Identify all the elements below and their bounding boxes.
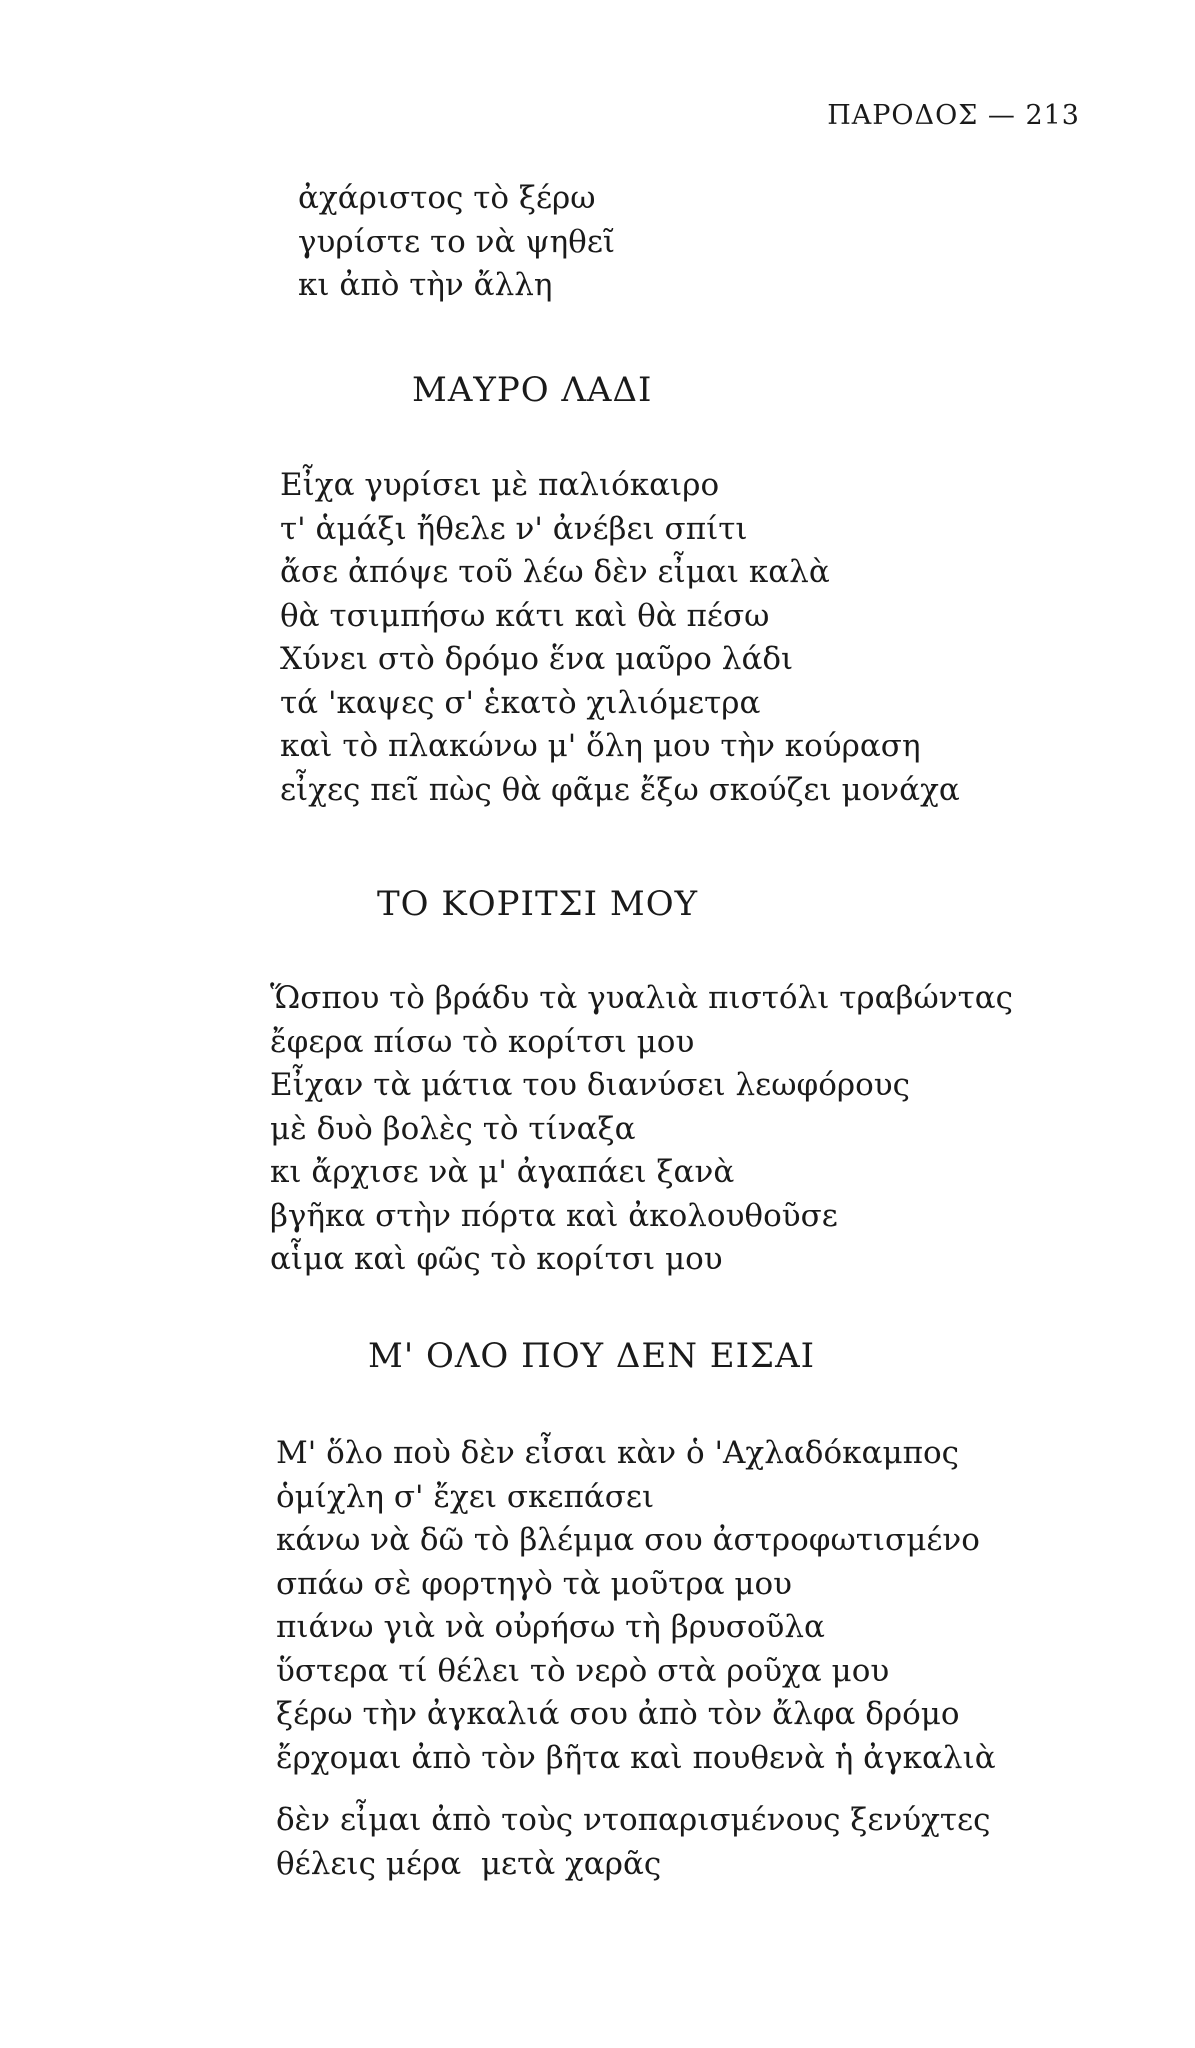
poem-line: τά 'καψες σ' ἑκατὸ χιλιόμετρα [280,684,761,721]
poem-line: πιάνω γιὰ νὰ οὐρήσω τὴ βρυσοῦλα [276,1609,825,1645]
poem-line: αἷμα καὶ φῶς τὸ κορίτσι μου [270,1241,723,1277]
poem-line: καὶ τὸ πλακώνω μ' ὅλη μου τὴν κούραση [280,728,921,764]
poem-line: τ' ἁμάξι ἤθελε ν' ἀνέβει σπίτι [280,510,748,547]
poem-line: κάνω νὰ δῶ τὸ βλέμμα σου ἀστροφωτισμένο [276,1522,980,1558]
poem-line: σπάω σὲ φορτηγὸ τὰ μοῦτρα μου [276,1565,793,1602]
poem-line: ὁμίχλη σ' ἔχει σκεπάσει [276,1478,655,1515]
poem-line: Εἶχαν τὰ μάτια του διανύσει λεωφόρους [270,1067,910,1103]
poem-title-mavro-ladi: ΜΑΥΡΟ ΛΑΔΙ [412,370,653,410]
poem-body-m-olo-pou-den-eisai-stanza-2 [276,1799,990,1886]
poem-title-m-olo-pou-den-eisai: Μ' ΟΛΟ ΠΟΥ ΔΕΝ ΕΙΣΑΙ [368,1336,816,1376]
poem-body-mavro-ladi [280,464,960,812]
poem-line: εἶχες πεῖ πὼς θὰ φᾶμε ἔξω σκούζει μονάχα [280,771,960,808]
poem-body-m-olo-pou-den-eisai [276,1432,996,1780]
poem-line: βγῆκα στὴν πόρτα καὶ ἀκολουθοῦσε [270,1197,838,1234]
poem-line: Χύνει στὸ δρόμο ἕνα μαῦρο λάδι [280,641,794,677]
running-head: ΠΑΡΟΔΟΣ — 213 [827,100,1080,131]
poem-line: Μ' ὅλο ποὺ δὲν εἶσαι κὰν ὁ 'Αχλαδόκαμπος [276,1435,959,1471]
poem-line: θέλεις μέρα μετὰ χαρᾶς [276,1845,662,1882]
poem-line: γυρίστε το νὰ ψηθεῖ [298,223,616,260]
poem-line: κι ἄρχισε νὰ μ' ἀγαπάει ξανὰ [270,1154,735,1190]
poem-line: ἄσε ἀπόψε τοῦ λέω δὲν εἶμαι καλὰ [280,554,830,590]
poem-line: κι ἀπὸ τὴν ἄλλη [298,267,553,303]
poem-line: θὰ τσιμπήσω κάτι καὶ θὰ πέσω [280,597,770,634]
poem-line: ξέρω τὴν ἀγκαλιά σου ἀπὸ τὸν ἄλφα δρόμο [276,1696,960,1732]
intro-stanza [298,177,615,308]
poem-line: ἔφερα πίσω τὸ κορίτσι μου [270,1023,695,1060]
poem-line: δὲν εἶμαι ἀπὸ τοὺς ντοπαρισμένους ξενύχτες [276,1802,991,1838]
poem-line: Εἶχα γυρίσει μὲ παλιόκαιρο [280,467,720,503]
poem-line: Ὥσπου τὸ βράδυ τὰ γυαλιὰ πιστόλι τραβώντας [270,980,1014,1016]
poem-title-to-koritsi-mou: ΤΟ ΚΟΡΙΤΣΙ ΜΟΥ [377,884,699,924]
poem-line: ἀχάριστος τὸ ξέρω [298,180,596,216]
poem-line: ἔρχομαι ἀπὸ τὸν βῆτα καὶ πουθενὰ ἡ ἀγκαλιὰ [276,1739,996,1776]
poem-line: μὲ δυὸ βολὲς τὸ τίναξα [270,1110,636,1147]
poem-body-to-koritsi-mou [270,977,1013,1282]
poem-line: ὕστερα τί θέλει τὸ νερὸ στὰ ροῦχα μου [276,1652,890,1689]
